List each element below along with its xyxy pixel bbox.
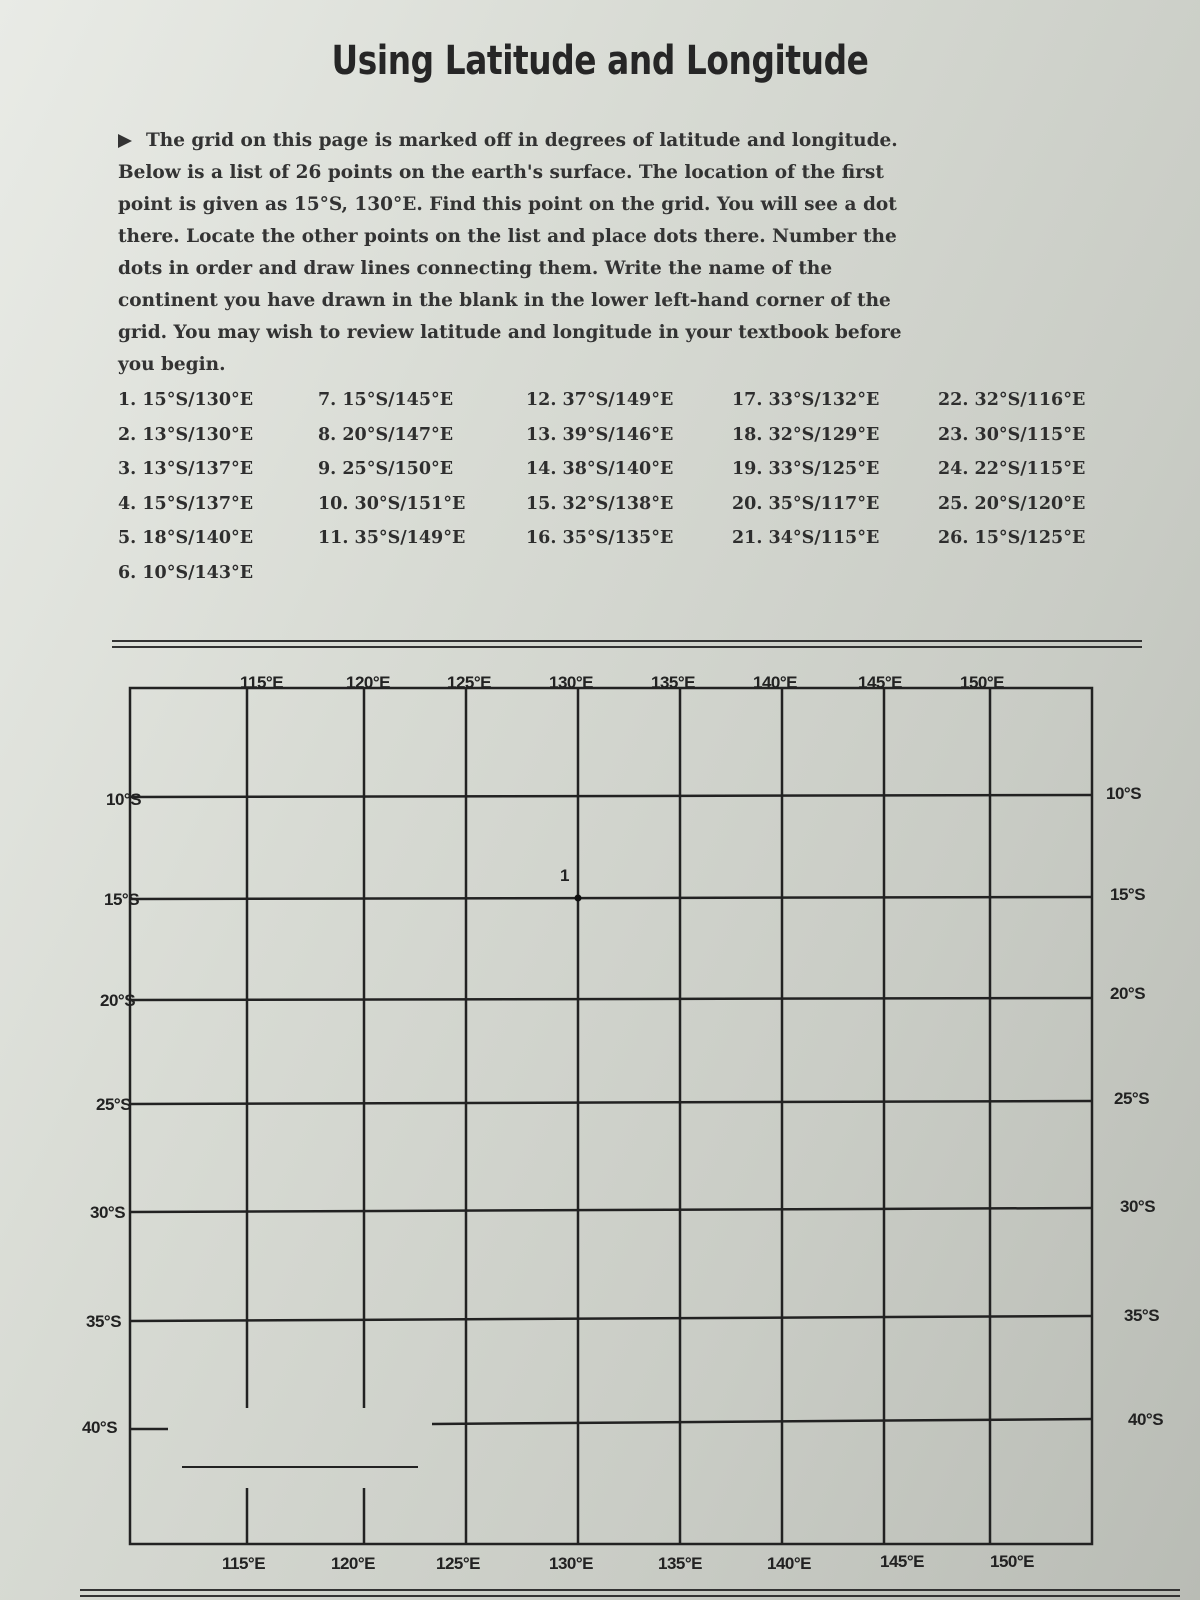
latitude-line-40: [432, 1419, 1092, 1424]
right-latitude-label: 40°S: [1128, 1410, 1164, 1429]
point-item: 16. 35°S/135°E: [526, 528, 674, 548]
point-item: 12. 37°S/149°E: [526, 390, 674, 410]
bottom-longitude-label: 125°E: [436, 1554, 481, 1573]
top-longitude-label: 135°E: [651, 673, 696, 692]
top-longitude-label: 125°E: [447, 673, 492, 692]
right-latitude-label: 20°S: [1110, 984, 1146, 1003]
point-item: 19. 33°S/125°E: [732, 459, 880, 479]
point-item: 7. 15°S/145°E: [318, 390, 454, 410]
point-item: 6. 10°S/143°E: [118, 562, 254, 583]
bottom-longitude-label: 135°E: [658, 1554, 703, 1573]
instructions-text: The grid on this page is marked off in degrees of latitude and longitude. Below is a list of 26 points on the earth's surface. The location of the first point is given as 15°S, 130°E. Find this point on the grid. You will see a dot there. Locate the other points on the list and place dots there. Number the dots in order and draw lines connecting them. Write the name of the continent you have drawn in the blank in the lower left-hand corner of the grid. You may wish to review latitude and longitude in your textbook before you begin.: [118, 130, 902, 375]
point-item: 9. 25°S/150°E: [318, 459, 454, 479]
latitude-line-35: [130, 1316, 1092, 1321]
start-dot: [575, 895, 582, 902]
left-latitude-label: 25°S: [96, 1095, 132, 1114]
page-title: Using Latitude and Longitude: [331, 38, 869, 84]
bottom-longitude-label: 140°E: [767, 1554, 812, 1573]
point-item: 2. 13°S/130°E: [118, 424, 254, 445]
left-latitude-label: 30°S: [90, 1203, 126, 1222]
latitude-line-15: [130, 897, 1092, 899]
start-dot-label: 1: [560, 866, 569, 885]
left-latitude-label: 15°S: [104, 890, 140, 909]
latitude-line-20: [130, 998, 1092, 1000]
bottom-longitude-label: 115°E: [222, 1554, 266, 1573]
top-longitude-label: 140°E: [753, 673, 798, 692]
bottom-longitude-label: 130°E: [549, 1554, 594, 1573]
point-item: 20. 35°S/117°E: [732, 493, 880, 514]
point-item: 26. 15°S/125°E: [938, 528, 1086, 548]
bottom-longitude-label: 120°E: [331, 1554, 376, 1573]
top-longitude-label: 130°E: [549, 673, 594, 692]
point-item: 3. 13°S/137°E: [118, 459, 254, 479]
latitude-line-30: [130, 1208, 1092, 1212]
bottom-longitude-label: 145°E: [880, 1552, 925, 1571]
point-item: 22. 32°S/116°E: [938, 390, 1086, 410]
right-latitude-label: 25°S: [1114, 1089, 1150, 1108]
latitude-line-10: [130, 795, 1092, 797]
grid-frame: [130, 688, 1092, 1544]
point-item: 14. 38°S/140°E: [526, 459, 674, 479]
point-item: 18. 32°S/129°E: [732, 424, 880, 445]
point-item: 21. 34°S/115°E: [732, 528, 880, 548]
latitude-line-25: [130, 1101, 1092, 1104]
point-item: 4. 15°S/137°E: [118, 493, 254, 514]
right-latitude-label: 30°S: [1120, 1197, 1156, 1216]
point-item: 25. 20°S/120°E: [938, 493, 1086, 514]
point-item: 5. 18°S/140°E: [118, 528, 254, 548]
divider-bottom-1: [80, 1589, 1180, 1591]
point-item: 11. 35°S/149°E: [318, 528, 466, 548]
top-longitude-label: 115°E: [240, 673, 284, 692]
left-latitude-label: 35°S: [86, 1312, 122, 1331]
left-latitude-label: 10°S: [106, 790, 142, 809]
top-longitude-label: 145°E: [858, 673, 903, 692]
left-latitude-label: 20°S: [100, 991, 136, 1010]
point-item: 8. 20°S/147°E: [318, 424, 454, 445]
point-item: 1. 15°S/130°E: [118, 390, 254, 410]
top-longitude-label: 150°E: [960, 673, 1005, 692]
point-item: 10. 30°S/151°E: [318, 493, 466, 514]
right-latitude-label: 35°S: [1124, 1306, 1160, 1325]
point-item: 24. 22°S/115°E: [938, 459, 1086, 479]
right-latitude-label: 10°S: [1106, 784, 1142, 803]
point-item: 23. 30°S/115°E: [938, 424, 1086, 445]
point-item: 13. 39°S/146°E: [526, 424, 674, 445]
point-item: 15. 32°S/138°E: [526, 493, 674, 514]
point-item: 17. 33°S/132°E: [732, 390, 880, 410]
divider-bottom-2: [80, 1595, 1180, 1597]
bottom-longitude-label: 150°E: [990, 1552, 1035, 1571]
left-latitude-label: 40°S: [82, 1418, 118, 1437]
top-longitude-label: 120°E: [346, 673, 391, 692]
right-latitude-label: 15°S: [1110, 885, 1146, 904]
